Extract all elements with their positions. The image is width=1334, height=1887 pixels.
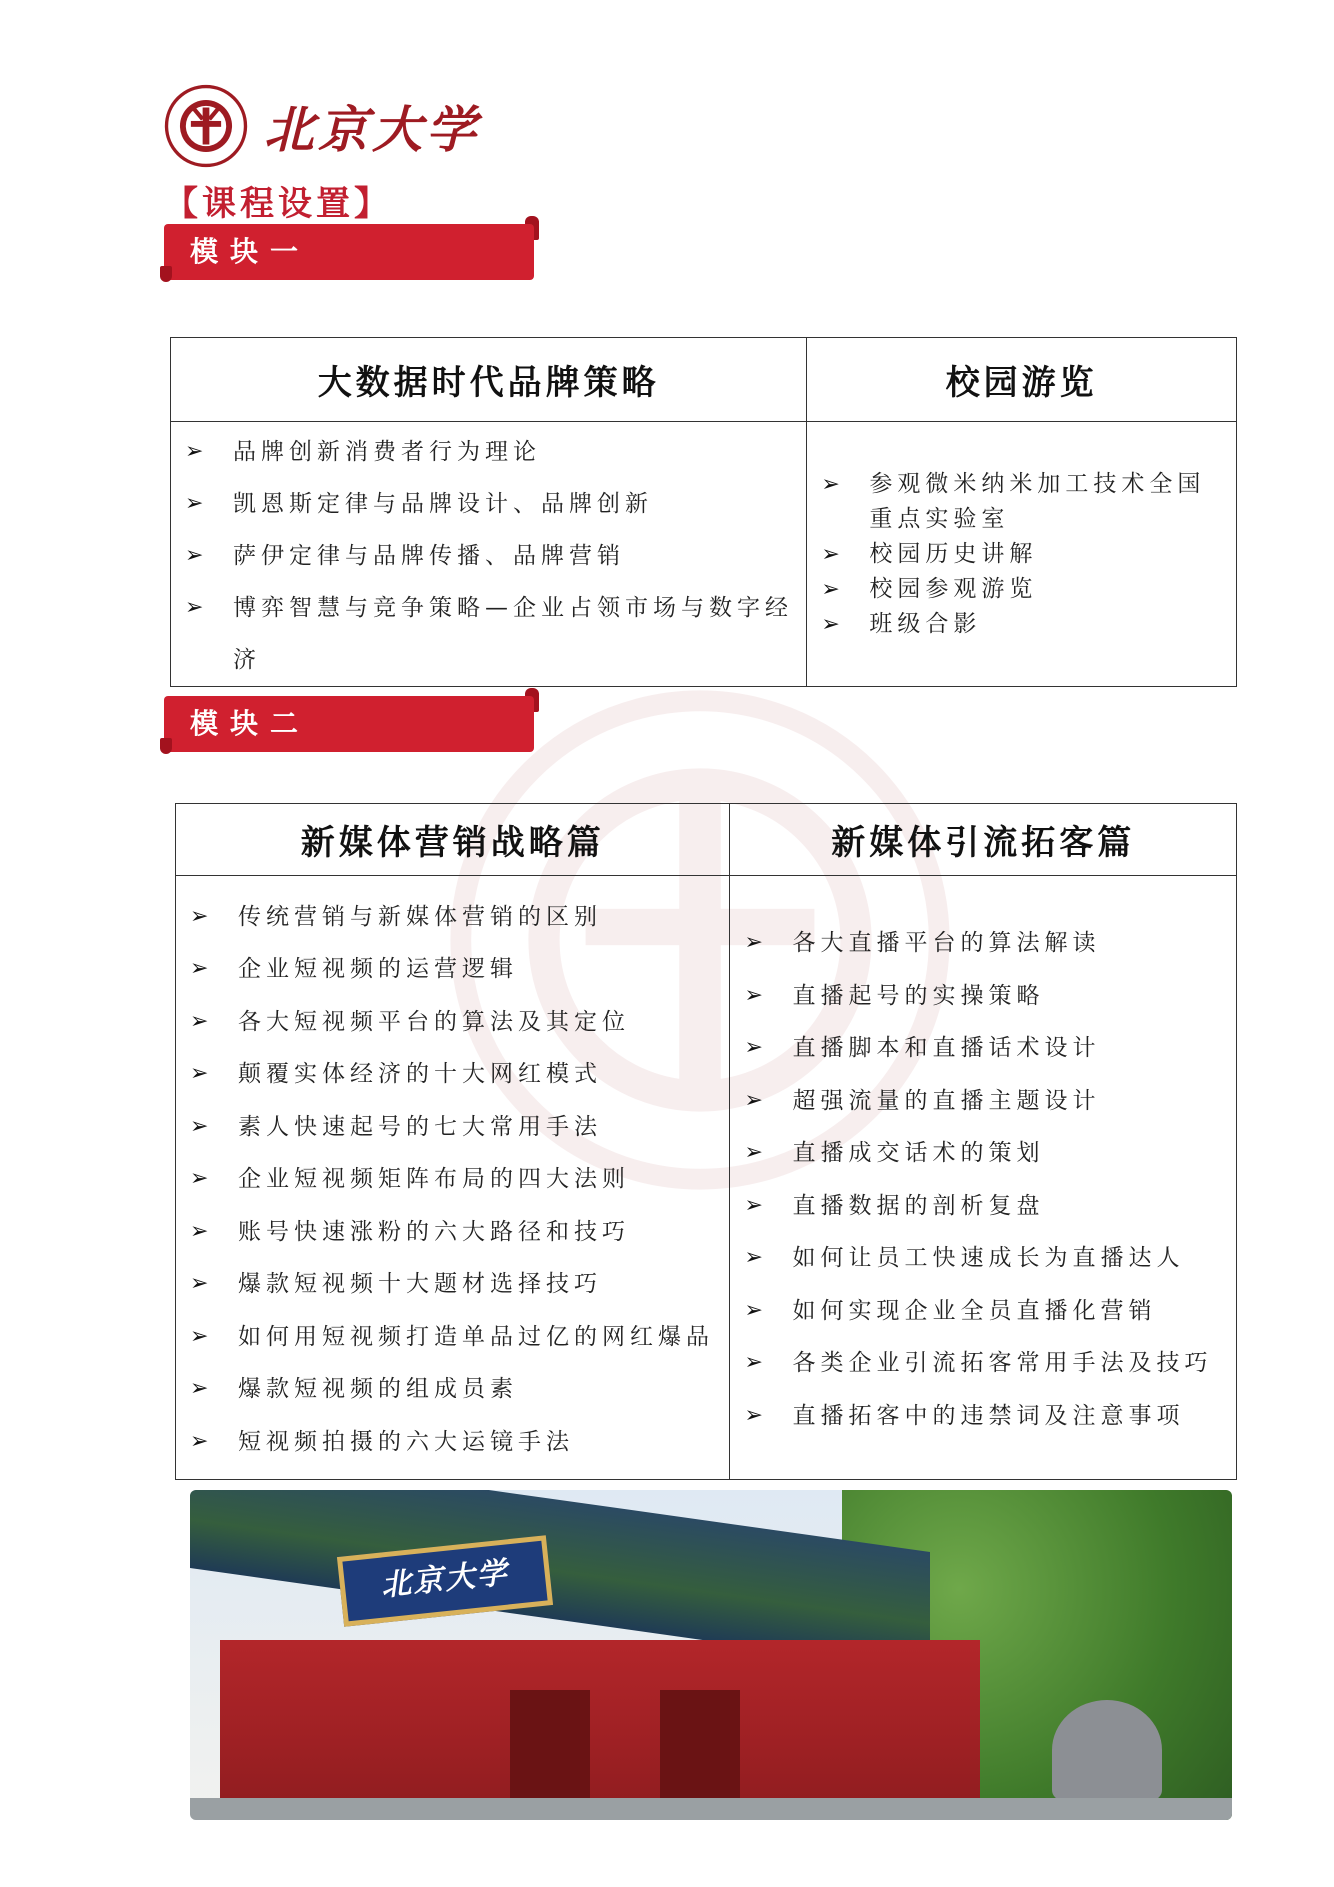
list-item: ➢ 各大直播平台的算法解读	[730, 917, 1228, 970]
arrow-bullet-icon: ➢	[744, 1035, 768, 1060]
module-2-left-cell	[176, 876, 730, 1480]
list-item: ➢ 如何用短视频打造单品过亿的网红爆品	[176, 1311, 721, 1364]
arrow-bullet-icon: ➢	[821, 576, 845, 602]
list-item: ➢ 校园参观游览	[807, 572, 1228, 607]
arrow-bullet-icon: ➢	[744, 1192, 768, 1218]
section-title: 【课程设置】	[164, 184, 392, 224]
arrow-bullet-icon: ➢	[821, 611, 845, 637]
module-1-left-cell	[171, 422, 807, 687]
arrow-bullet-icon: ➢	[185, 595, 209, 620]
arrow-bullet-icon: ➢	[190, 956, 214, 982]
arrow-bullet-icon: ➢	[190, 1061, 214, 1087]
list-item: ➢ 参观微米纳米加工技术全国重点实验室	[807, 467, 1228, 537]
arrow-bullet-icon: ➢	[190, 1008, 214, 1034]
list-item: ➢ 直播成交话术的策划	[730, 1127, 1228, 1180]
module-1-right-cell	[807, 422, 1237, 687]
list-item: ➢ 如何让员工快速成长为直播达人	[730, 1232, 1228, 1285]
list-item: ➢ 校园历史讲解	[807, 537, 1228, 572]
list-item: ➢ 班级合影	[807, 607, 1228, 642]
arrow-bullet-icon: ➢	[190, 1271, 214, 1297]
module-2-table	[175, 803, 1237, 1480]
list-item: ➢ 爆款短视频的组成员素	[176, 1363, 721, 1416]
list-item: ➢ 企业短视频的运营逻辑	[176, 943, 721, 996]
module-2-ribbon	[164, 688, 539, 754]
arrow-bullet-icon: ➢	[190, 903, 214, 929]
arrow-bullet-icon: ➢	[744, 1297, 768, 1323]
list-item: ➢ 素人快速起号的七大常用手法	[176, 1101, 721, 1154]
list-item: ➢ 品牌创新消费者行为理论	[171, 426, 796, 478]
arrow-bullet-icon: ➢	[821, 541, 845, 567]
arrow-bullet-icon: ➢	[744, 1350, 768, 1375]
list-item: ➢ 各大短视频平台的算法及其定位	[176, 996, 721, 1049]
list-item: ➢ 超强流量的直播主题设计	[730, 1075, 1228, 1128]
module-2-right-cell	[730, 876, 1237, 1480]
stone-lion	[1052, 1700, 1162, 1800]
arrow-bullet-icon: ➢	[744, 1087, 768, 1113]
campus-gate-photo	[190, 1490, 1232, 1820]
list-item: ➢ 直播起号的实操策略	[730, 970, 1228, 1023]
list-item: ➢ 账号快速涨粉的六大路径和技巧	[176, 1206, 721, 1259]
module-2-header-left: 新媒体营销战略篇	[176, 804, 730, 876]
arrow-bullet-icon: ➢	[744, 930, 768, 955]
list-item: ➢ 凯恩斯定律与品牌设计、品牌创新	[171, 478, 796, 530]
arrow-bullet-icon: ➢	[185, 439, 209, 464]
arrow-bullet-icon: ➢	[190, 1323, 214, 1349]
module-1-header-left: 大数据时代品牌策略	[171, 338, 807, 422]
module-1-header-right: 校园游览	[807, 338, 1237, 422]
module-1-table	[170, 337, 1237, 687]
module-1-label: 模块一	[190, 235, 311, 268]
list-item: ➢ 直播拓客中的违禁词及注意事项	[730, 1390, 1228, 1443]
gate-wall	[220, 1640, 980, 1820]
list-item: ➢ 萨伊定律与品牌传播、品牌营销	[171, 530, 796, 582]
arrow-bullet-icon: ➢	[821, 471, 845, 497]
arrow-bullet-icon: ➢	[190, 1113, 214, 1139]
list-item: ➢ 直播脚本和直播话术设计	[730, 1022, 1228, 1075]
list-item: ➢ 各类企业引流拓客常用手法及技巧	[730, 1337, 1228, 1390]
university-seal-icon	[164, 84, 248, 168]
gate-plaque: 北京大学	[337, 1535, 553, 1627]
arrow-bullet-icon: ➢	[744, 1245, 768, 1270]
list-item: ➢ 传统营销与新媒体营销的区别	[176, 891, 721, 944]
module-1-ribbon	[164, 216, 539, 282]
arrow-bullet-icon: ➢	[190, 1428, 214, 1454]
arrow-bullet-icon: ➢	[190, 1218, 214, 1244]
logo-wordmark: 北京大学	[264, 100, 480, 159]
list-item: ➢ 直播数据的剖析复盘	[730, 1180, 1228, 1233]
list-item: ➢ 短视频拍摄的六大运镜手法	[176, 1416, 721, 1469]
arrow-bullet-icon: ➢	[744, 1402, 768, 1428]
list-item: ➢ 博弈智慧与竞争策略—企业占领市场与数字经济	[171, 582, 796, 686]
list-item: ➢ 颠覆实体经济的十大网红模式	[176, 1048, 721, 1101]
arrow-bullet-icon: ➢	[190, 1166, 214, 1192]
arrow-bullet-icon: ➢	[744, 982, 768, 1008]
arrow-bullet-icon: ➢	[185, 491, 209, 516]
module-2-header-right: 新媒体引流拓客篇	[730, 804, 1237, 876]
arrow-bullet-icon: ➢	[744, 1140, 768, 1165]
list-item: ➢ 企业短视频矩阵布局的四大法则	[176, 1153, 721, 1206]
arrow-bullet-icon: ➢	[190, 1376, 214, 1402]
university-logo	[164, 84, 480, 168]
list-item: ➢ 如何实现企业全员直播化营销	[730, 1285, 1228, 1338]
list-item: ➢ 爆款短视频十大题材选择技巧	[176, 1258, 721, 1311]
arrow-bullet-icon: ➢	[185, 543, 209, 568]
module-2-label: 模块二	[190, 707, 311, 740]
